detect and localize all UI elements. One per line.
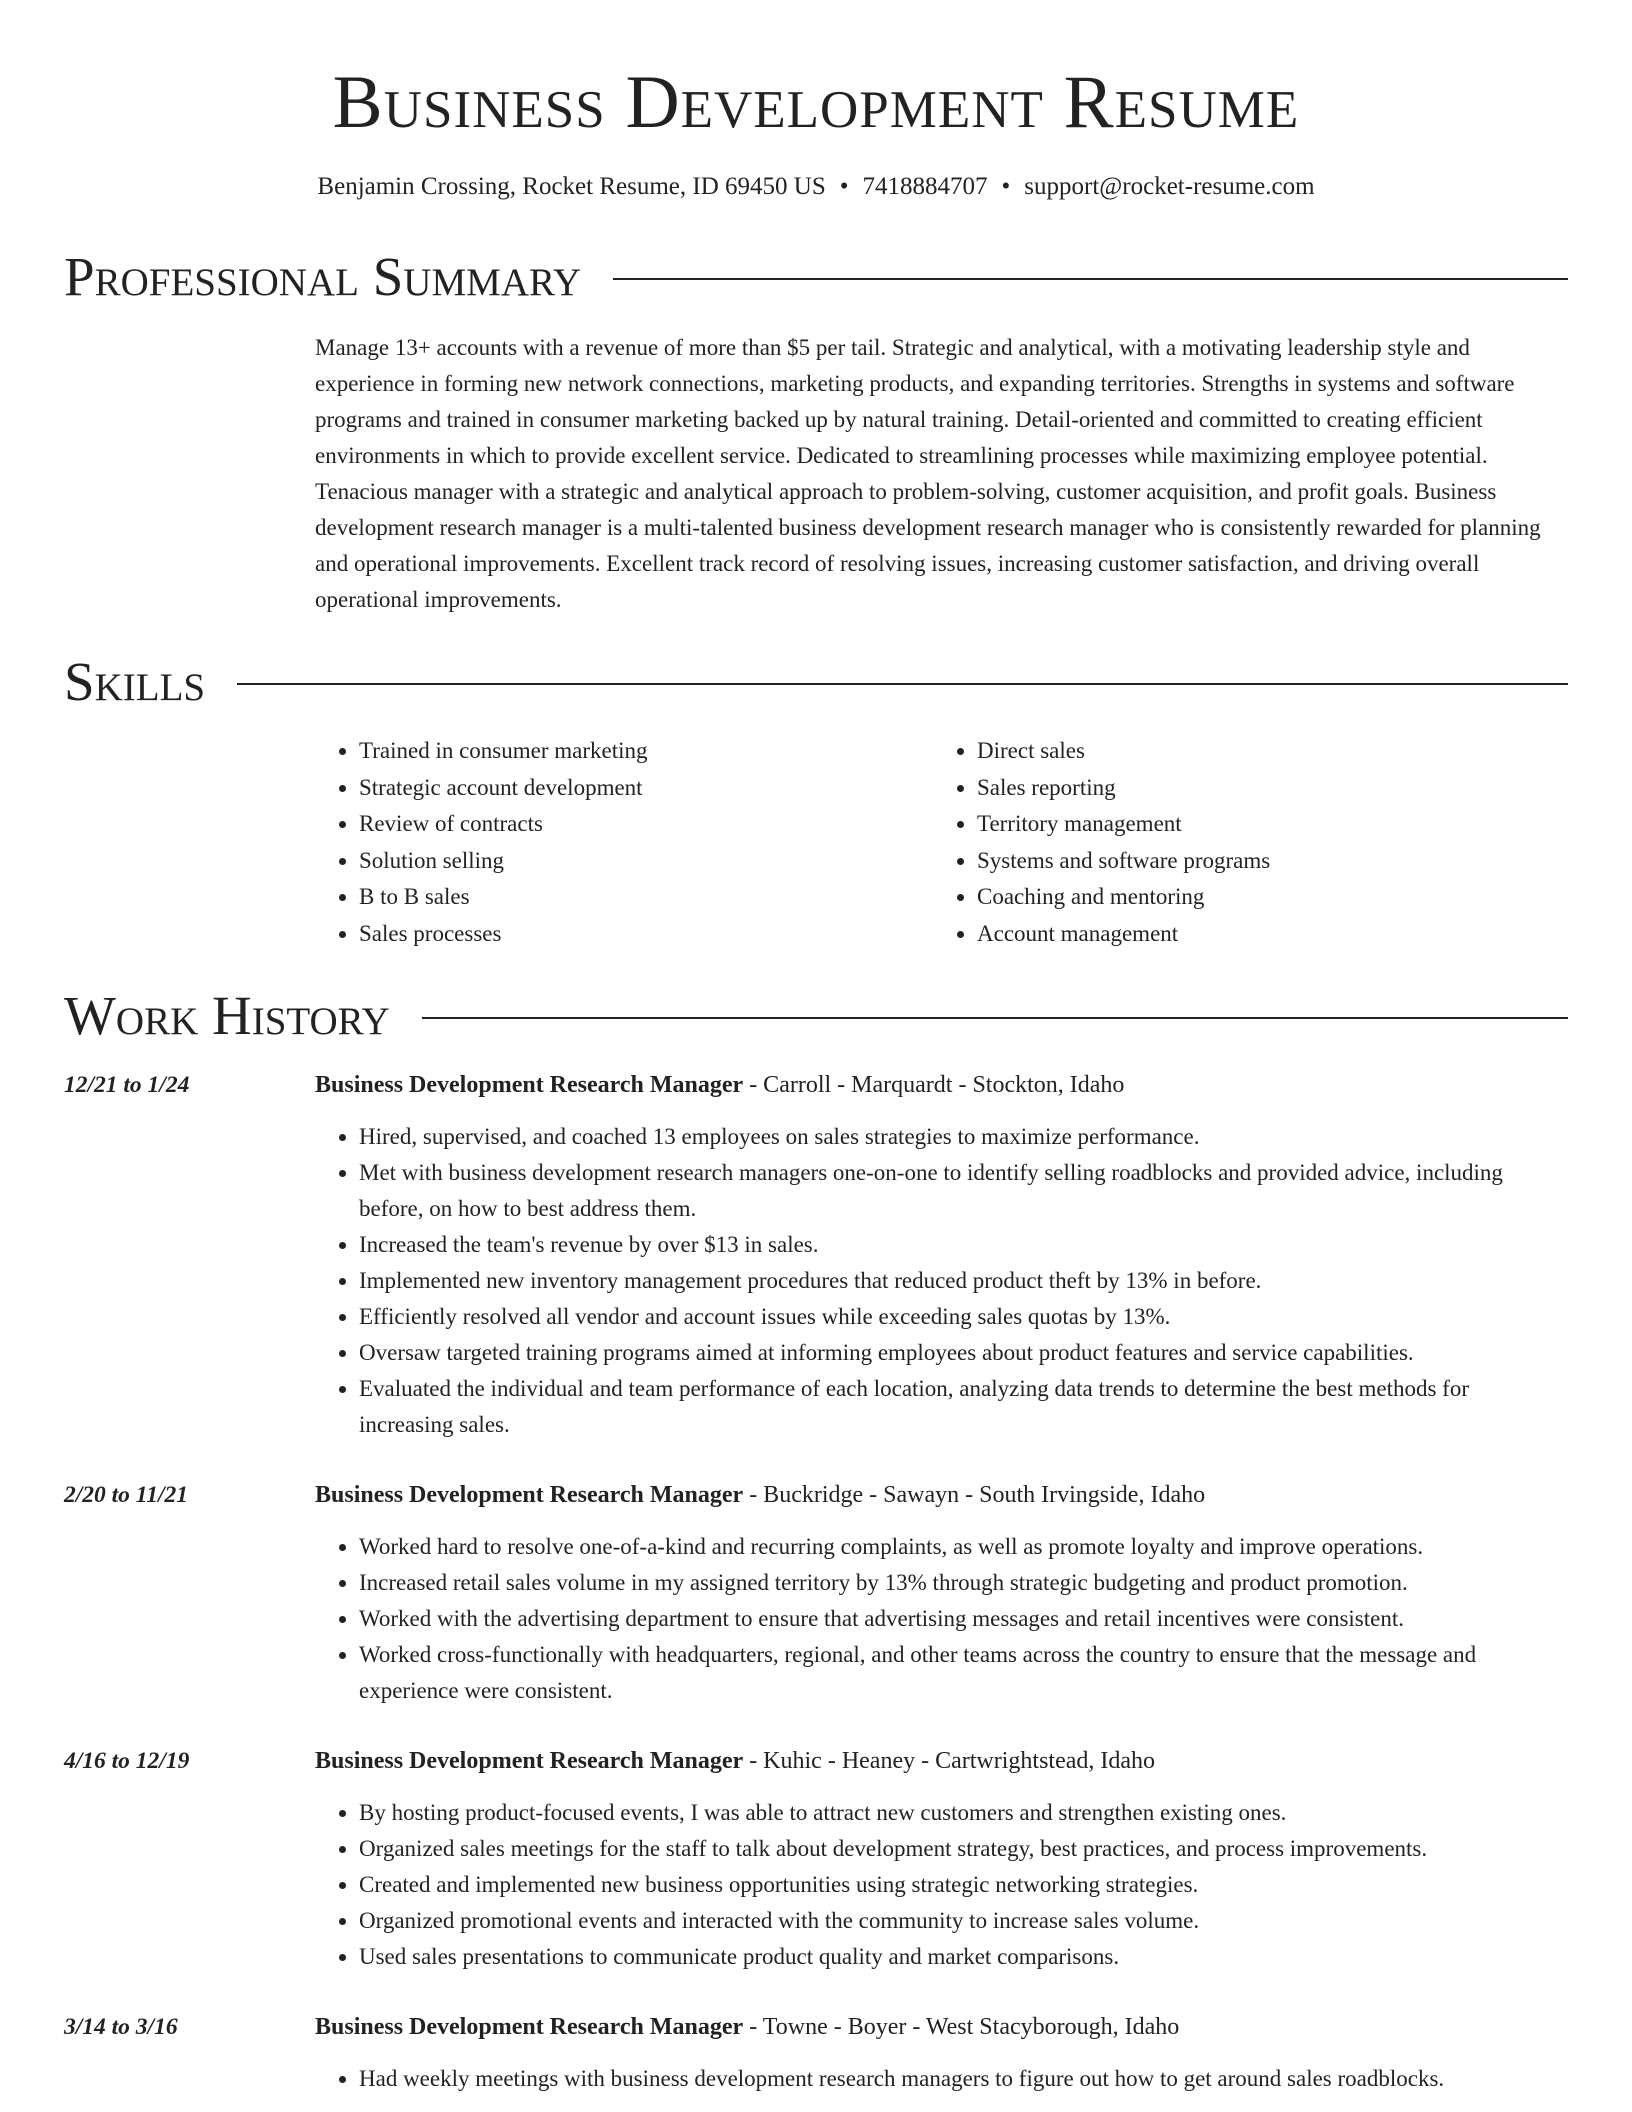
job-company: - Towne - Boyer - West Stacyborough, Idaho [743, 2014, 1180, 2040]
job-bullet: • Increased the team's revenue by over $13 in sales. [359, 1227, 1568, 1263]
section-title-summary: Professional Summary [64, 246, 582, 307]
job-entry [64, 1743, 1568, 1975]
job-title: Business Development Research Manager [315, 1072, 744, 1098]
job-company: - Kuhic - Heaney - Cartwrightstead, Idaho [743, 1748, 1156, 1774]
job-dates: 12/21 to 1/24 [64, 1072, 190, 1098]
job-body [315, 1743, 1568, 1975]
skill-item: • Systems and software programs [977, 843, 1551, 880]
job-bullet: • Oversaw targeted training programs aimed at informing employees about product features and service capabilities. [359, 1335, 1568, 1371]
contact-separator: • [1001, 172, 1011, 200]
job-bullet: • Had weekly meetings with business development research managers to figure out how to get around sales roadblocks. [359, 2061, 1568, 2097]
section-title-skills: Skills [64, 651, 206, 712]
job-title: Business Development Research Manager [315, 2014, 744, 2040]
contact-separator: • [839, 172, 849, 200]
job-bullet: • Implemented new inventory management procedures that reduced product theft by 13% in before. [359, 1263, 1568, 1299]
skill-item: • Direct sales [977, 733, 1551, 770]
skill-item: • Solution selling [359, 843, 933, 880]
job-bullet: • Worked hard to resolve one-of-a-kind and recurring complaints, as well as promote loyalty and improve operations. [359, 1529, 1568, 1565]
job-bullet: • Worked with the advertising department to ensure that advertising messages and retail incentives were consistent. [359, 1601, 1568, 1637]
job-bullets [315, 1529, 1568, 1709]
summary-text: Manage 13+ accounts with a revenue of more than $5 per tail. Strategic and analytical, with a motivating leadership style and experience in forming new network connections, marketing products, and expanding territories. Strengths in systems and software programs and trained in consumer marketing backed up by natural training. Detail-oriented and committed to creating efficient environments in which to provide excellent service. Dedicated to streamlining processes while maximizing employee potential. Tenacious manager with a strategic and analytical approach to problem-solving, customer acquisition, and profit goals. Business development research manager is a multi-talented business development research manager who is consistently rewarded for planning and operational improvements. Excellent track record of resolving issues, increasing customer satisfaction, and driving overall operational improvements. [315, 335, 1541, 612]
job-heading [315, 1067, 1568, 1103]
job-bullet: • By hosting product-focused events, I was able to attract new customers and strengthen existing ones. [359, 1795, 1568, 1831]
job-body [315, 1477, 1568, 1709]
contact-phone: 7418884707 [862, 172, 988, 200]
job-company: - Buckridge - Sawayn - South Irvingside, Idaho [743, 1482, 1206, 1508]
job-bullet: • Efficiently resolved all vendor and account issues while exceeding sales quotas by 13%. [359, 1299, 1568, 1335]
skill-item: • Territory management [977, 806, 1551, 843]
skill-item: • Sales processes [359, 916, 933, 953]
job-title: Business Development Research Manager [315, 1748, 744, 1774]
skill-item: • Sales reporting [977, 770, 1551, 807]
skills-column-right [933, 733, 1551, 952]
job-bullet: • Evaluated the individual and team performance of each location, analyzing data trends to determine the best methods for increasing sales. [359, 1371, 1568, 1443]
resume-title: Business Development Resume [332, 61, 1300, 144]
job-dates: 3/14 to 3/16 [64, 2014, 178, 2040]
job-bullet: • Hired, supervised, and coached 13 employees on sales strategies to maximize performance. [359, 1119, 1568, 1155]
section-divider [422, 1017, 1568, 1019]
skill-item: • Review of contracts [359, 806, 933, 843]
job-entry [64, 1067, 1568, 1443]
job-company: - Carroll - Marquardt - Stockton, Idaho [743, 1072, 1125, 1098]
job-body [315, 1067, 1568, 1443]
skills-list [315, 733, 1568, 952]
contact-email: support@rocket-resume.com [1024, 172, 1315, 200]
contact-address: Benjamin Crossing, Rocket Resume, ID 69450 US [317, 172, 826, 200]
section-header-summary [64, 246, 1568, 307]
section-header-skills [64, 651, 1568, 712]
job-entry [64, 2009, 1568, 2097]
job-bullets [315, 1119, 1568, 1443]
job-heading [315, 1477, 1568, 1513]
job-bullet: • Organized promotional events and interacted with the community to increase sales volume. [359, 1903, 1568, 1939]
job-bullet: • Used sales presentations to communicate product quality and market comparisons. [359, 1939, 1568, 1975]
resume-page [64, 0, 1568, 2097]
job-bullet: • Worked cross-functionally with headquarters, regional, and other teams across the country to ensure that the message and experience were consistent. [359, 1637, 1568, 1709]
job-bullet: • Increased retail sales volume in my assigned territory by 13% through strategic budgeting and product promotion. [359, 1565, 1568, 1601]
skill-item: • Trained in consumer marketing [359, 733, 933, 770]
job-bullet: • Met with business development research managers one-on-one to identify selling roadblocks and provided advice, including before, on how to best address them. [359, 1155, 1568, 1227]
skill-item: • Account management [977, 916, 1551, 953]
job-bullet: • Created and implemented new business opportunities using strategic networking strategies. [359, 1867, 1568, 1903]
job-title: Business Development Research Manager [315, 1482, 744, 1508]
contact-line [64, 171, 1568, 204]
section-divider [613, 278, 1568, 280]
job-heading [315, 2009, 1568, 2045]
skill-item: • Strategic account development [359, 770, 933, 807]
job-dates: 2/20 to 11/21 [64, 1482, 189, 1508]
job-body [315, 2009, 1568, 2097]
section-header-work [64, 985, 1568, 1046]
job-dates: 4/16 to 12/19 [64, 1748, 190, 1774]
section-divider [237, 683, 1568, 685]
skill-item: • B to B sales [359, 879, 933, 916]
skills-column-left [315, 733, 933, 952]
job-heading [315, 1743, 1568, 1779]
job-bullets [315, 1795, 1568, 1975]
section-title-work: Work History [64, 985, 390, 1046]
skill-item: • Coaching and mentoring [977, 879, 1551, 916]
job-entry [64, 1477, 1568, 1709]
job-bullets [315, 2061, 1568, 2097]
job-bullet: • Organized sales meetings for the staff to talk about development strategy, best practices, and process improvements. [359, 1831, 1568, 1867]
